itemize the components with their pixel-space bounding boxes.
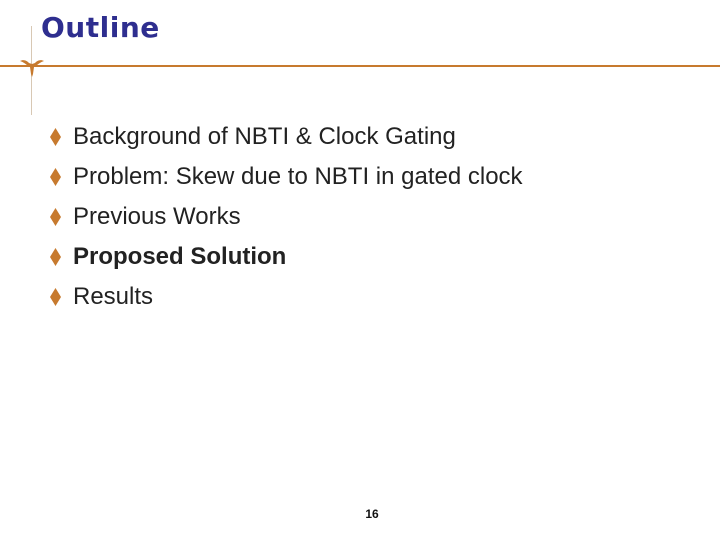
slide-title: Outline bbox=[41, 11, 160, 44]
bullet-text: Background of NBTI & Clock Gating bbox=[73, 123, 456, 150]
bullet-item-highlighted bbox=[48, 237, 523, 277]
bullet-list bbox=[48, 117, 523, 317]
bullet-item bbox=[48, 117, 523, 157]
bullet-text: Problem: Skew due to NBTI in gated clock bbox=[73, 163, 523, 190]
diamond-bullet-icon bbox=[50, 208, 61, 226]
diamond-bullet-icon bbox=[50, 288, 61, 306]
longhorn-icon bbox=[19, 57, 45, 79]
page-number: 16 bbox=[365, 507, 379, 521]
diamond-bullet-icon bbox=[50, 168, 61, 186]
diamond-bullet-icon bbox=[50, 128, 61, 146]
bullet-text: Results bbox=[73, 283, 154, 310]
diamond-bullet-icon bbox=[50, 248, 61, 266]
bullet-text: Previous Works bbox=[73, 203, 241, 230]
bullet-item bbox=[48, 197, 523, 237]
horizontal-divider bbox=[0, 65, 720, 67]
bullet-item bbox=[48, 277, 523, 317]
bullet-item bbox=[48, 157, 523, 197]
bullet-text: Proposed Solution bbox=[73, 243, 287, 270]
